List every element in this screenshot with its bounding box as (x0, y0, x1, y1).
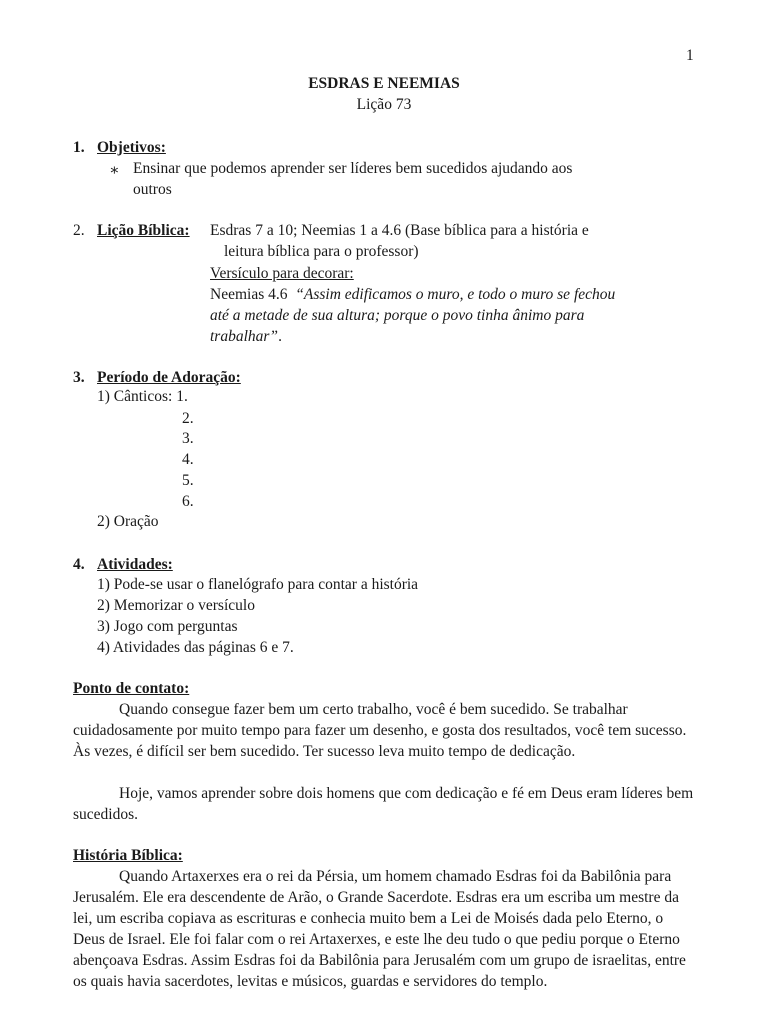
verse-line (210, 326, 282, 347)
section-heading: Atividades: (97, 556, 173, 573)
lesson-reference: Esdras 7 a 10; Neemias 1 a 4.6 (Base bíblica para a história e (210, 222, 589, 239)
section-number: 1. (73, 139, 85, 156)
bullet-icon: ∗ (109, 162, 120, 179)
page-subtitle: Lição 73 (356, 96, 412, 113)
paragraph: Hoje, vamos aprender sobre dois homens que com dedicação e fé em Deus eram líderes bem sucedidos. (73, 785, 694, 823)
objective-line: outros (133, 181, 172, 198)
activity-item: 3) Jogo com perguntas (97, 618, 238, 635)
section-heading: Ponto de contato: (73, 680, 190, 697)
verse-end: . (278, 328, 282, 345)
activity-item: 4) Atividades das páginas 6 e 7. (97, 639, 294, 656)
oracao-item: 2) Oração (97, 513, 159, 530)
section-number: 2. (73, 222, 85, 239)
cantico-number: 5. (182, 472, 194, 489)
verse-line (210, 284, 615, 305)
verse-text: trabalhar” (210, 328, 279, 345)
cantico-number: 6. (182, 493, 194, 510)
cantico-number: 3. (182, 430, 194, 447)
verse-text: “Assim edificamos o muro, e todo o muro se fechou (295, 286, 616, 303)
verse-reference: Neemias 4.6 (210, 286, 288, 303)
page-title: ESDRAS E NEEMIAS (308, 75, 460, 92)
lesson-reference: leitura bíblica para o professor) (224, 243, 419, 260)
activity-item: 1) Pode-se usar o flanelógrafo para contar a história (97, 576, 419, 593)
section-heading: Lição Bíblica: (97, 222, 190, 239)
verse-label: Versículo para decorar: (210, 265, 354, 282)
objective-line: Ensinar que podemos aprender ser líderes bem sucedidos ajudando aos (133, 160, 573, 177)
cantico-number: 2. (182, 410, 194, 427)
section-number: 4. (73, 556, 85, 573)
paragraph: Quando Artaxerxes era o rei da Pérsia, um homem chamado Esdras foi da Babilônia para Jerusalém. Ele era descendente de Arão, o Grande Sacerdote. Esdras era um escriba um mestre da lei, um escriba copiava as escrituras e conhecia muito bem a Lei de Moisés dada pelo Eterno, o Deus de Israel. Ele foi falar com o rei Artaxerxes, e este lhe deu tudo o que pediu porque o Eterno abençoava Esdras. Assim Esdras foi da Babilônia para Jerusalém com um grupo de israelitas, entre os quais havia sacerdotes, levitas e músicos, guardas e servidores do templo. (73, 868, 686, 990)
canticos-item: 1) Cânticos: 1. (97, 388, 188, 405)
section-heading: Período de Adoração: (97, 369, 241, 386)
section-heading: História Bíblica: (73, 847, 183, 864)
verse-text: até a metade de sua altura; porque o povo tinha ânimo para (210, 307, 585, 324)
page-number: 1 (686, 47, 694, 64)
section-number: 3. (73, 369, 85, 386)
cantico-number: 4. (182, 451, 194, 468)
activity-item: 2) Memorizar o versículo (97, 597, 255, 614)
section-heading: Objetivos: (97, 139, 166, 156)
paragraph: Quando consegue fazer bem um certo trabalho, você é bem sucedido. Se trabalhar cuidadosamente por muito tempo para fazer um desenho, e gosta dos resultados, você tem sucesso. Às vezes, é difícil ser bem sucedido. Ter sucesso leva muito tempo de dedicação. (73, 701, 687, 760)
